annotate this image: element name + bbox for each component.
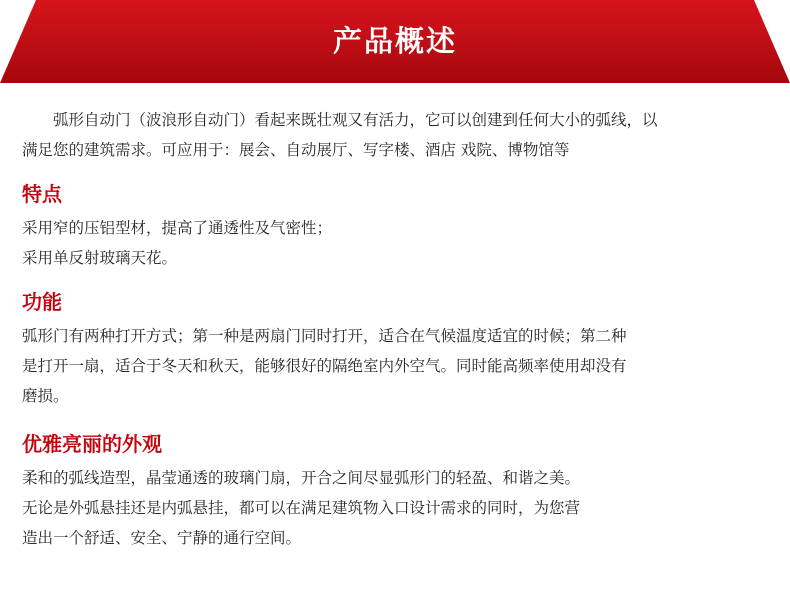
section-functions-line-2: 是打开一扇，适合于冬天和秋天，能够很好的隔绝室内外空气。同时能高频率使用却没有 [22,357,627,375]
section-features-line-2: 采用单反射玻璃天花。 [22,249,178,267]
section-appearance [22,429,768,553]
section-appearance-line-2: 无论是外弧悬挂还是内弧悬挂，都可以在满足建筑物入口设计需求的同时，为您营 [22,499,581,517]
section-features-line-1: 采用窄的压铝型材，提高了通透性及气密性； [22,219,333,237]
section-features-body [22,213,768,273]
section-functions-body [22,321,768,411]
section-features-heading: 特点 [22,182,62,206]
section-features [22,179,768,273]
section-appearance-heading: 优雅亮丽的外观 [22,432,162,456]
section-appearance-body [22,463,768,553]
section-functions-heading: 功能 [22,290,62,314]
page-title: 产品概述 [332,24,457,58]
section-functions-line-3: 磨损。 [22,387,69,405]
intro-line-1: 弧形自动门（波浪形自动门）看起来既壮观又有活力，它可以创建到任何大小的弧线，以 [53,111,658,129]
header-banner [0,0,790,83]
intro-paragraph [22,105,768,165]
section-functions [22,287,768,411]
section-functions-line-1: 弧形门有两种打开方式；第一种是两扇门同时打开，适合在气候温度适宜的时候；第二种 [22,327,627,345]
section-appearance-line-3: 造出一个舒适、安全、宁静的通行空间。 [22,529,302,547]
section-appearance-line-1: 柔和的弧线造型，晶莹通透的玻璃门扇，开合之间尽显弧形门的轻盈、和谐之美。 [22,469,581,487]
content-area [0,83,790,553]
section-spacer [22,411,768,415]
intro-line-2: 满足您的建筑需求。可应用于：展会、自动展厅、写字楼、酒店 戏院、博物馆等 [22,141,570,159]
